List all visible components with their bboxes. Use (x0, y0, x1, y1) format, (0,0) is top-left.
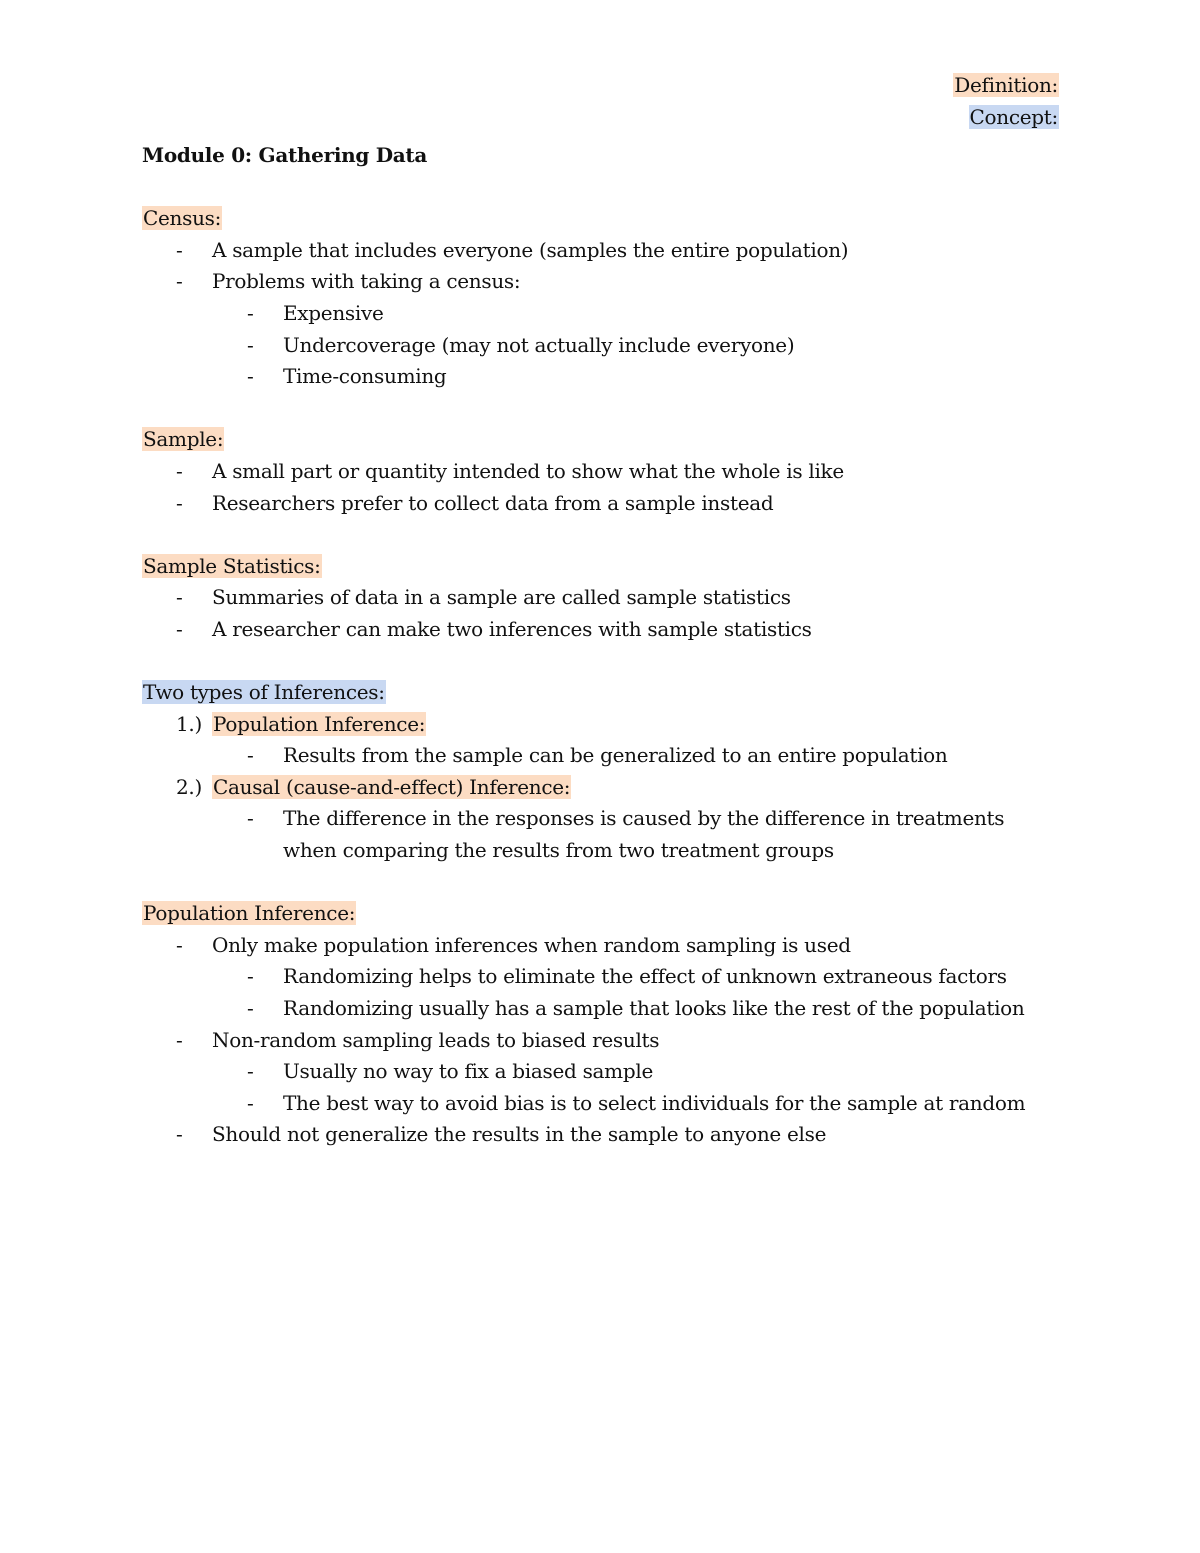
list-item: - Non-random sampling leads to biased results (176, 1027, 660, 1052)
list-item: - A sample that includes everyone (samples the entire population) (176, 237, 849, 262)
sub-list-item: - Usually no way to fix a biased sample (247, 1059, 653, 1084)
list-item: - A small part or quantity intended to show what the whole is like (176, 458, 844, 483)
list-item: - Should not generalize the results in the sample to anyone else (176, 1122, 827, 1147)
numbered-item: 1.) Population Inference: (176, 711, 426, 736)
page-title: Module 0: Gathering Data (142, 143, 428, 167)
sub-list-item: - Time-consuming (247, 364, 447, 389)
list-item: - Problems with taking a census: (176, 269, 521, 294)
list-item: - Summaries of data in a sample are called sample statistics (176, 585, 791, 610)
sub-list-item: - Expensive (247, 300, 384, 325)
census-heading: Census: (143, 206, 222, 231)
sub-list-item: - Results from the sample can be generalized to an entire population (247, 743, 948, 768)
sub-list-item-continuation: when comparing the results from two treatment groups (283, 838, 834, 863)
legend-concept: Concept: (969, 104, 1058, 129)
legend-definition: Definition: (954, 73, 1058, 97)
list-item: - Researchers prefer to collect data from a sample instead (176, 490, 774, 515)
list-item: - A researcher can make two inferences with sample statistics (176, 616, 812, 641)
numbered-item: 2.) Causal (cause-and-effect) Inference: (176, 774, 571, 799)
inference-types-heading: Two types of Inferences: (143, 680, 385, 705)
document-body (142, 140, 1042, 1151)
sample-statistics-heading: Sample Statistics: (143, 553, 321, 578)
population-inference-heading: Population Inference: (143, 901, 356, 926)
sub-list-item: - The best way to avoid bias is to select individuals for the sample at random (247, 1090, 1026, 1115)
sub-list-item: - Randomizing helps to eliminate the effect of unknown extraneous factors (247, 964, 1007, 989)
sub-list-item: - The difference in the responses is caused by the difference in treatments (247, 806, 1005, 831)
sub-list-item: - Undercoverage (may not actually include everyone) (247, 332, 795, 357)
sample-heading: Sample: (143, 427, 224, 452)
list-item: - Only make population inferences when random sampling is used (176, 932, 851, 957)
sub-list-item: - Randomizing usually has a sample that looks like the rest of the population (247, 996, 1025, 1021)
color-legend (953, 70, 1059, 133)
